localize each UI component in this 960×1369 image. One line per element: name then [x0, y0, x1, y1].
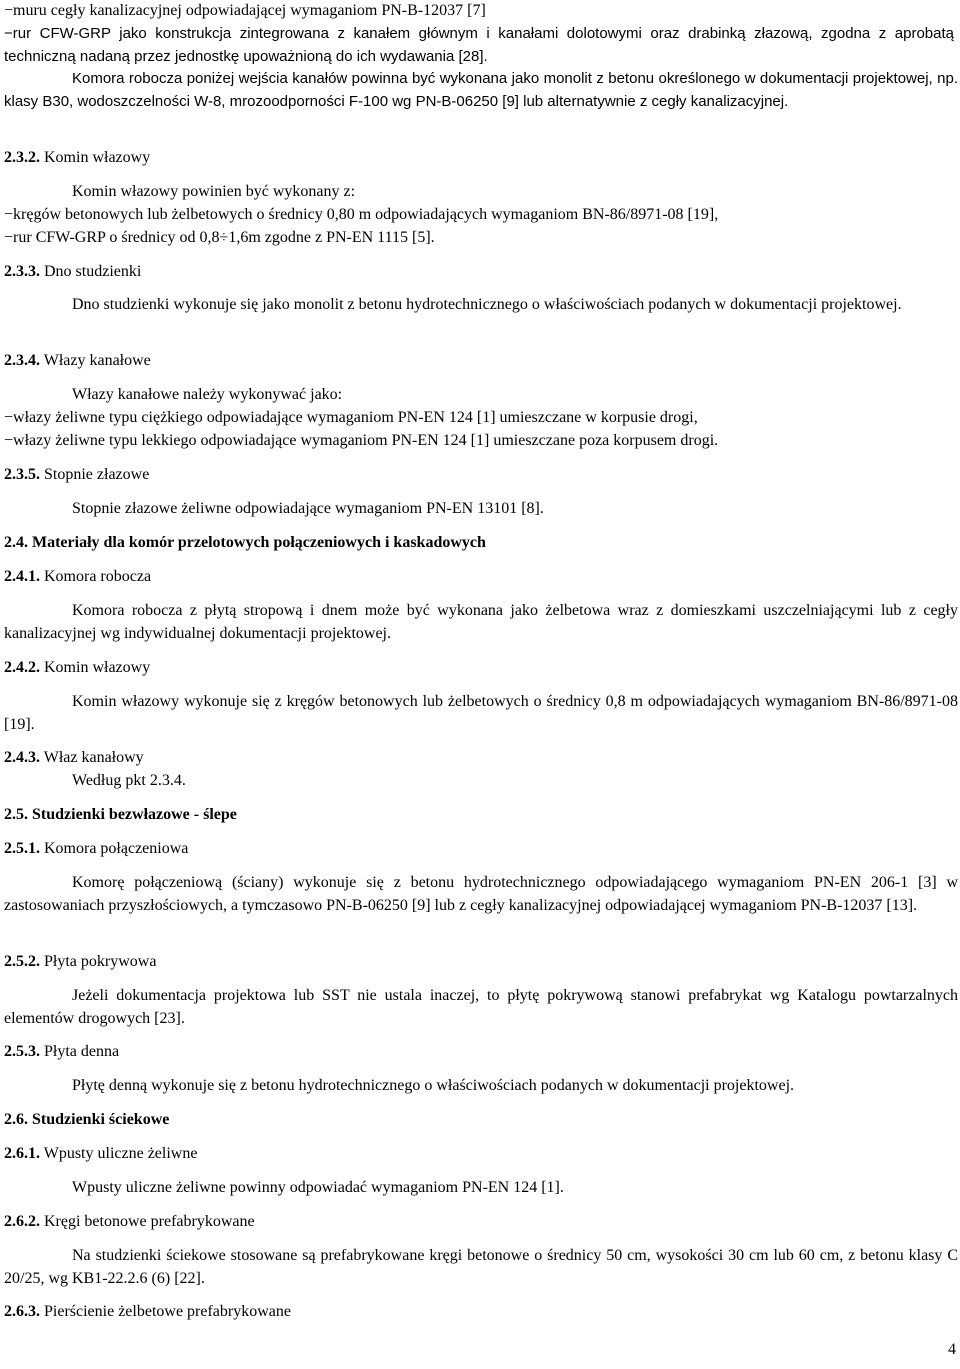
- section-heading: 2.3.5. Stopnie złazowe: [4, 466, 150, 483]
- section-heading: 2.6. Studzienki ściekowe: [4, 1111, 170, 1128]
- paragraph: Według pkt 2.3.4.: [72, 772, 186, 789]
- paragraph: Jeżeli dokumentacja projektowa lub SST nie ustala inaczej, to płytę pokrywową stanowi prefabrykat wg Katalogu powtarzalnych elementów drogowych [23].: [4, 987, 958, 1027]
- section-heading: 2.6.2. Kręgi betonowe prefabrykowane: [4, 1213, 255, 1230]
- paragraph: Komora robocza z płytą stropową i dnem może być wykonana jako żelbetowa wraz z domieszkami uszczelniającymi lub z cegły kanalizacyjnej wg indywidualnej dokumentacji projektowej.: [4, 602, 958, 642]
- section-heading: 2.4.3. Właz kanałowy: [4, 749, 144, 766]
- paragraph: Stopnie złazowe żeliwne odpowiadające wymaganiom PN-EN 13101 [8].: [72, 500, 544, 517]
- paragraph: Płytę denną wykonuje się z betonu hydrotechnicznego o właściwościach podanych w dokumentacji projektowej.: [72, 1077, 795, 1094]
- section-heading: 2.5. Studzienki bezwłazowe - ślepe: [4, 806, 237, 823]
- section-heading: 2.6.3. Pierścienie żelbetowe prefabrykowane: [4, 1303, 291, 1320]
- section-heading: 2.6.1. Wpusty uliczne żeliwne: [4, 1145, 198, 1162]
- section-heading: 2.3.4. Włazy kanałowe: [4, 352, 151, 369]
- paragraph: Włazy kanałowe należy wykonywać jako:: [72, 386, 343, 403]
- paragraph: Komin włazowy powinien być wykonany z:: [72, 183, 356, 200]
- paragraph: Komorę połączeniową (ściany) wykonuje się z betonu hydrotechnicznego odpowiadającego wymaganiom PN-EN 206-1 [3] w zastosowaniach przyszłościowych, a tymczasowo PN-B-06250 [9] lub z cegły kanalizacyjnej odpowiadającej wymaganiom PN-B-12037 [13].: [4, 874, 958, 914]
- list-item: − kręgów betonowych lub żelbetowych o średnicy 0,80 m odpowiadających wymaganiom BN-86/8971-08 [19],: [4, 203, 958, 226]
- paragraph: Na studzienki ściekowe stosowane są prefabrykowane kręgi betonowe o średnicy 50 cm, wysokości 30 cm lub 60 cm, z betonu klasy C 20/25, wg KB1-22.2.6 (6) [22].: [4, 1247, 958, 1287]
- section-heading: 2.5.3. Płyta denna: [4, 1043, 120, 1060]
- page-number: 4: [948, 1341, 956, 1358]
- section-heading: 2.5.2. Płyta pokrywowa: [4, 953, 157, 970]
- list-item: − włazy żeliwne typu ciężkiego odpowiadające wymaganiom PN-EN 124 [1] umieszczane w korpusie drogi,: [4, 406, 958, 429]
- paragraph: Komora robocza poniżej wejścia kanałów powinna być wykonana jako monolit z betonu określonego w dokumentacji projektowej, np. klasy B30, wodoszczelności W-8, mrozoodporności F-100 wg PN-B-06250 [9] lub alternatywnie z cegły kanalizacyjnej.: [4, 70, 958, 110]
- section-heading: 2.4. Materiały dla komór przelotowych połączeniowych i kaskadowych: [4, 534, 486, 551]
- list-item: − włazy żeliwne typu lekkiego odpowiadające wymaganiom PN-EN 124 [1] umieszczane poza korpusem drogi.: [4, 429, 958, 452]
- paragraph: Dno studzienki wykonuje się jako monolit z betonu hydrotechnicznego o właściwościach podanych w dokumentacji projektowej.: [72, 296, 902, 313]
- list-item: − rur CFW-GRP jako konstrukcja zintegrowana z kanałem głównym i kanałami dolotowymi oraz drabinką złazową, zgodna z aprobatą techniczną nadaną przez jednostkę upoważnioną do ich wydawania [28].: [4, 22, 954, 68]
- section-heading: 2.3.3. Dno studzienki: [4, 263, 142, 280]
- list-item: − rur CFW-GRP o średnicy od 0,8÷1,6m zgodne z PN-EN 1115 [5].: [4, 226, 958, 249]
- section-heading: 2.5.1. Komora połączeniowa: [4, 840, 189, 857]
- paragraph: Wpusty uliczne żeliwne powinny odpowiadać wymaganiom PN-EN 124 [1].: [72, 1179, 564, 1196]
- list-item: − muru cegły kanalizacyjnej odpowiadającej wymaganiom PN-B-12037 [7]: [4, 0, 958, 22]
- section-heading: 2.4.2. Komin włazowy: [4, 659, 151, 676]
- paragraph: Komin włazowy wykonuje się z kręgów betonowych lub żelbetowych o średnicy 0,8 m odpowiadających wymaganiom BN-86/8971-08 [19].: [4, 693, 958, 733]
- section-heading: 2.3.2. Komin włazowy: [4, 149, 151, 166]
- section-heading: 2.4.1. Komora robocza: [4, 568, 152, 585]
